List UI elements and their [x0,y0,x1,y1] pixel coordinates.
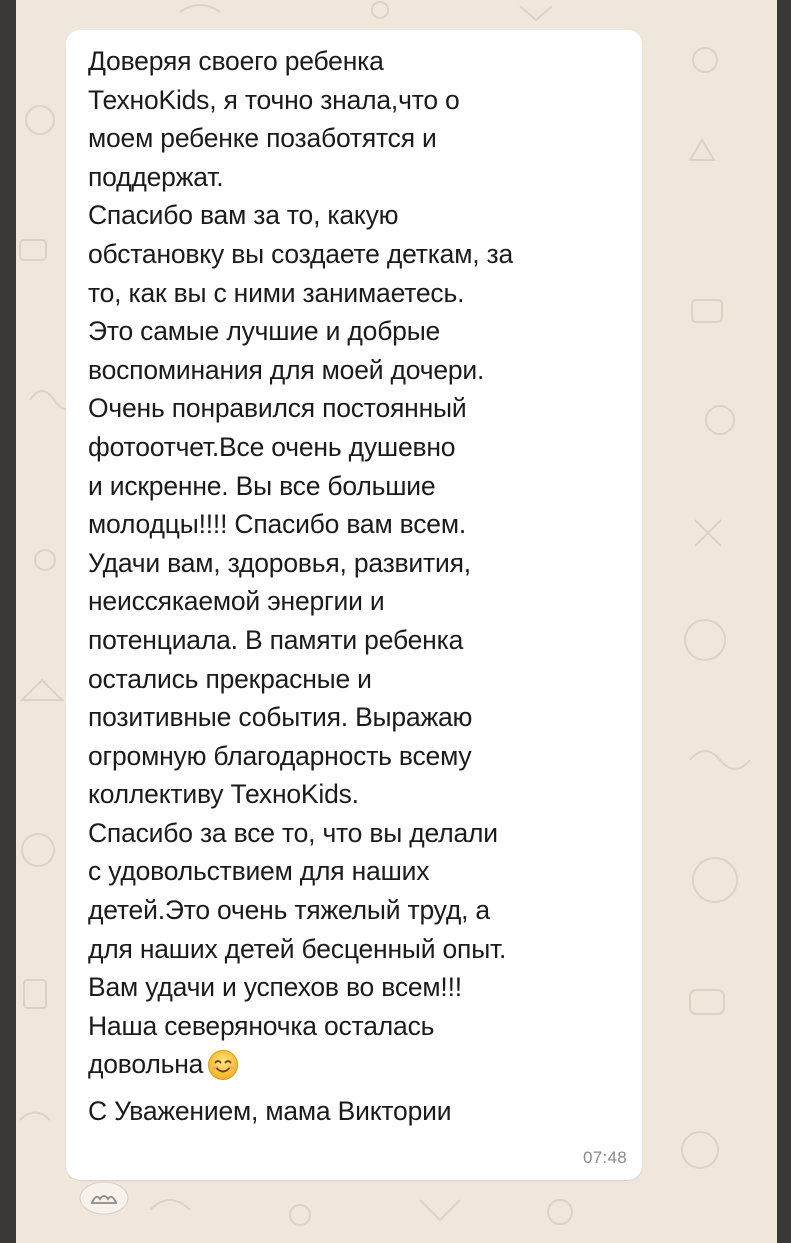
message-line: и искренне. Вы все большие [88,470,436,501]
message-line: Спасибо вам за то, какую [88,200,399,231]
message-line: обстановку вы создаете деткам, за [88,238,514,269]
message-line: Доверяя своего ребенка [88,46,384,76]
message-line: коллективу ТехноKids. [88,779,359,810]
message-line: Спасибо за все то, что вы делали [88,817,498,848]
message-line: Это самые лучшие и добрые [88,316,441,347]
screen-edge-right [777,0,791,1243]
message-bubble[interactable] [66,30,642,1180]
message-line: позитивные события. Выражаю [88,702,473,733]
message-line: неиссякаемой энергии и [88,586,385,617]
message-timestamp: 07:48 [582,1148,627,1167]
message-line: моем ребенке позаботятся и [88,123,437,154]
message-line: ТехноKids, я точно знала,что о [88,84,460,115]
message-line: детей.Это очень тяжелый труд, а [88,895,490,926]
message-line: потенциала. В памяти ребенка [88,624,464,655]
message-line: Вам удачи и успехов во всем!!! [88,972,462,1003]
message-line: фотоотчет.Все очень душевно [88,431,456,462]
screen-edge-left [0,0,16,1243]
message-line: поддержат. [88,161,224,192]
message-line: огромную благодарность всему [88,740,472,771]
message-line: с удовольствием для наших [88,856,430,887]
message-line: С Уважением, мама Виктории [88,1096,452,1127]
message-line: воспоминания для моей дочери. [88,354,485,385]
message-line: остались прекрасные и [88,663,372,694]
message-line: Удачи вам, здоровья, развития, [88,547,471,578]
message-text [88,42,633,1131]
message-line-with-emoji [88,1045,633,1092]
message-line: Очень понравился постоянный [88,393,467,424]
message-line: для наших детей бесценный опыт. [88,933,507,964]
message-line: довольна [88,1049,204,1080]
message-line: Наша северяночка осталась [88,1010,435,1041]
message-line: молодцы!!!! Спасибо вам всем. [88,509,466,540]
message-line: то, как вы с ними занимаетесь. [88,277,465,308]
smiling-face-icon [207,1049,239,1092]
hand-reaction-icon[interactable] [78,1180,130,1216]
